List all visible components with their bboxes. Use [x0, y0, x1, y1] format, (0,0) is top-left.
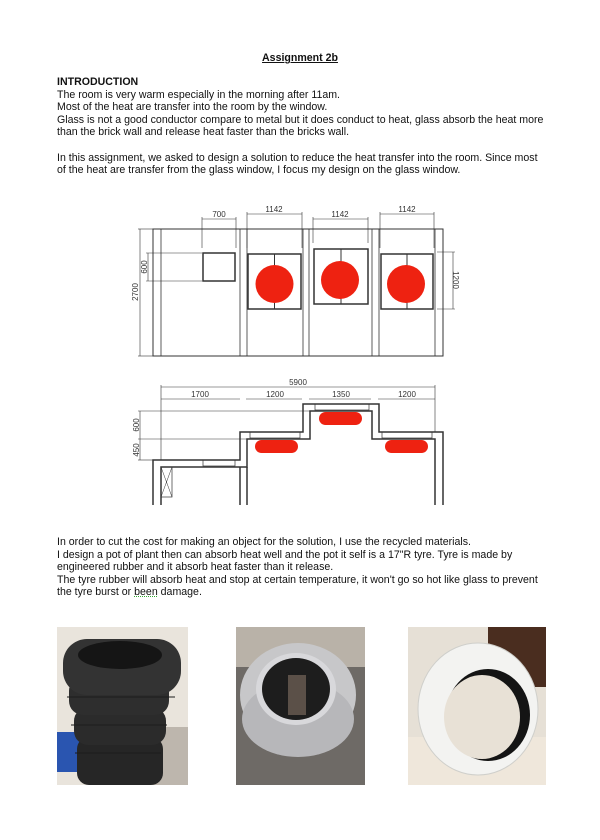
- tyre-marker: [256, 265, 294, 303]
- dim-label: 1350: [332, 390, 350, 399]
- tyre-marker: [255, 440, 298, 453]
- dim-label: 1142: [398, 205, 416, 214]
- dim-label: 1200: [451, 271, 460, 289]
- dim-label: 1200: [398, 390, 416, 399]
- tyre-marker: [319, 412, 362, 425]
- intro-paragraph: In this assignment, we asked to design a solution to reduce the heat transfer into the room. Since most of the heat are transfer from the glass window, I focus my design on the glass window.: [57, 151, 538, 177]
- spellcheck-word: been: [134, 586, 158, 599]
- body-text: damage.: [157, 586, 202, 599]
- photo-stacked-tyres: [57, 627, 188, 785]
- body-line: In order to cut the cost for making an object for the solution, I use the recycled materials.: [57, 536, 471, 548]
- page-title: Assignment 2b: [262, 52, 338, 64]
- small-window: [203, 253, 235, 281]
- dim-label: 2700: [131, 283, 140, 301]
- body-line: [57, 574, 547, 599]
- dim-label: 1142: [265, 205, 283, 214]
- section-heading: INTRODUCTION: [57, 76, 139, 88]
- photo-white-painted-tyre: [408, 627, 546, 785]
- body-text: The tyre rubber will absorb heat and stop at certain temperature, it won't go so hot like glass to prevent the tyre burst or: [57, 573, 538, 599]
- tyre-marker: [385, 440, 428, 453]
- plan-drawing: [132, 378, 443, 505]
- intro-line: The room is very warm especially in the morning after 11am.: [57, 88, 340, 101]
- dim-label: 450: [132, 443, 141, 457]
- photo-grey-tyre: [236, 627, 365, 785]
- dim-label: 700: [212, 210, 226, 219]
- dim-label: 1200: [266, 390, 284, 399]
- dim-label: 600: [140, 260, 149, 274]
- dim-label: 600: [132, 418, 141, 432]
- body-line: I design a pot of plant then can absorb heat well and the pot it self is a 17"R tyre. Tyre is made by engineered rubber and it absorb heat faster than it release.: [57, 548, 513, 574]
- elevation-drawing: [131, 205, 460, 356]
- intro-line: Most of the heat are transfer into the room by the window.: [57, 101, 328, 114]
- dim-label: 1142: [331, 210, 349, 219]
- tyre-marker: [387, 265, 425, 303]
- tyre-marker: [321, 261, 359, 299]
- dim-label: 5900: [289, 378, 307, 387]
- dim-label: 1700: [191, 390, 209, 399]
- solution-section: [57, 536, 547, 599]
- intro-line: Glass is not a good conductor compare to metal but it does conduct to heat, glass absorb the heat more than the brick wall and release heat faster than the bricks wall.: [57, 113, 544, 139]
